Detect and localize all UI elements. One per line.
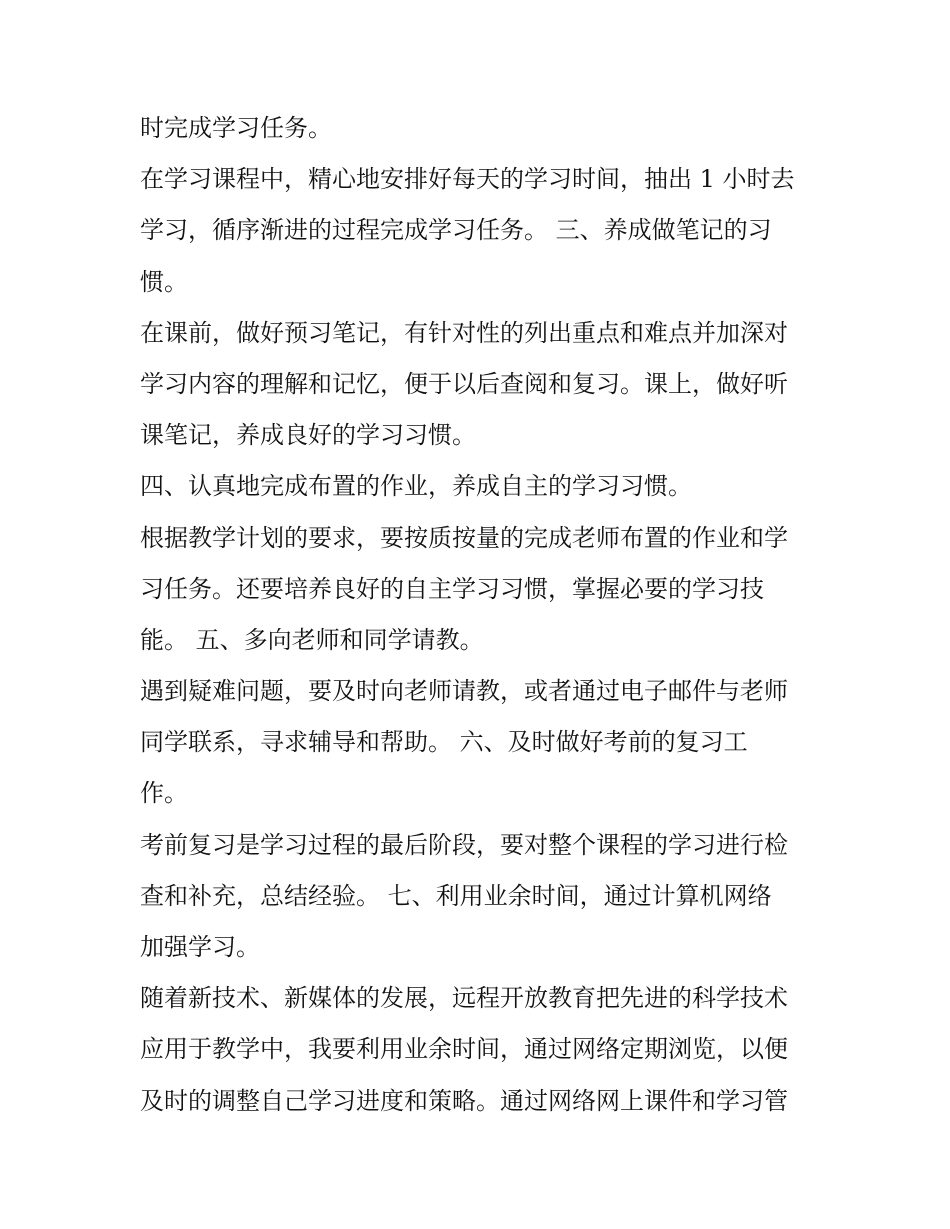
- text-line: 能。 五、多向老师和同学请教。: [140, 625, 484, 654]
- text-line: 遇到疑难问题，要及时向老师请教，或者通过电子邮件与老师: [140, 677, 788, 706]
- text-line: 考前复习是学习过程的最后阶段，要对整个课程的学习进行检: [140, 830, 788, 859]
- body-text: [140, 103, 820, 1127]
- text-line: 在学习课程中，精心地安排好每天的学习时间，抽出 1 小时去: [140, 165, 795, 194]
- text-line: 加强学习。: [140, 933, 260, 961]
- text-line: 根据教学计划的要求，要按质按量的完成老师布置的作业和学: [140, 523, 788, 552]
- text-line: 习任务。还要培养良好的自主学习习惯，掌握必要的学习技: [140, 574, 764, 603]
- text-line: 时完成学习任务。: [140, 114, 332, 142]
- text-line: 作。: [140, 779, 188, 808]
- text-line: 学习，循序渐进的过程完成学习任务。 三、养成做笔记的习: [140, 216, 772, 245]
- text-line: 课笔记，养成良好的学习习惯。: [140, 421, 476, 450]
- text-line: 及时的调整自己学习进度和策略。通过网络网上课件和学习管: [140, 1086, 788, 1115]
- text-line: 惯。: [140, 267, 188, 296]
- text-line: 查和补充，总结经验。 七、利用业余时间，通过计算机网络: [140, 881, 772, 910]
- text-line: 同学联系，寻求辅导和帮助。 六、及时做好考前的复习工: [140, 728, 748, 757]
- section-heading: 四、认真地完成布置的作业，养成自主的学习习惯。: [140, 472, 692, 501]
- text-line: 学习内容的理解和记忆，便于以后查阅和复习。课上，做好听: [140, 369, 788, 398]
- text-line: 随着新技术、新媒体的发展，远程开放教育把先进的科学技术: [140, 984, 788, 1013]
- text-line: 在课前，做好预习笔记，有针对性的列出重点和难点并加深对: [140, 318, 788, 347]
- text-line: 应用于教学中，我要利用业余时间，通过网络定期浏览，以便: [140, 1035, 788, 1064]
